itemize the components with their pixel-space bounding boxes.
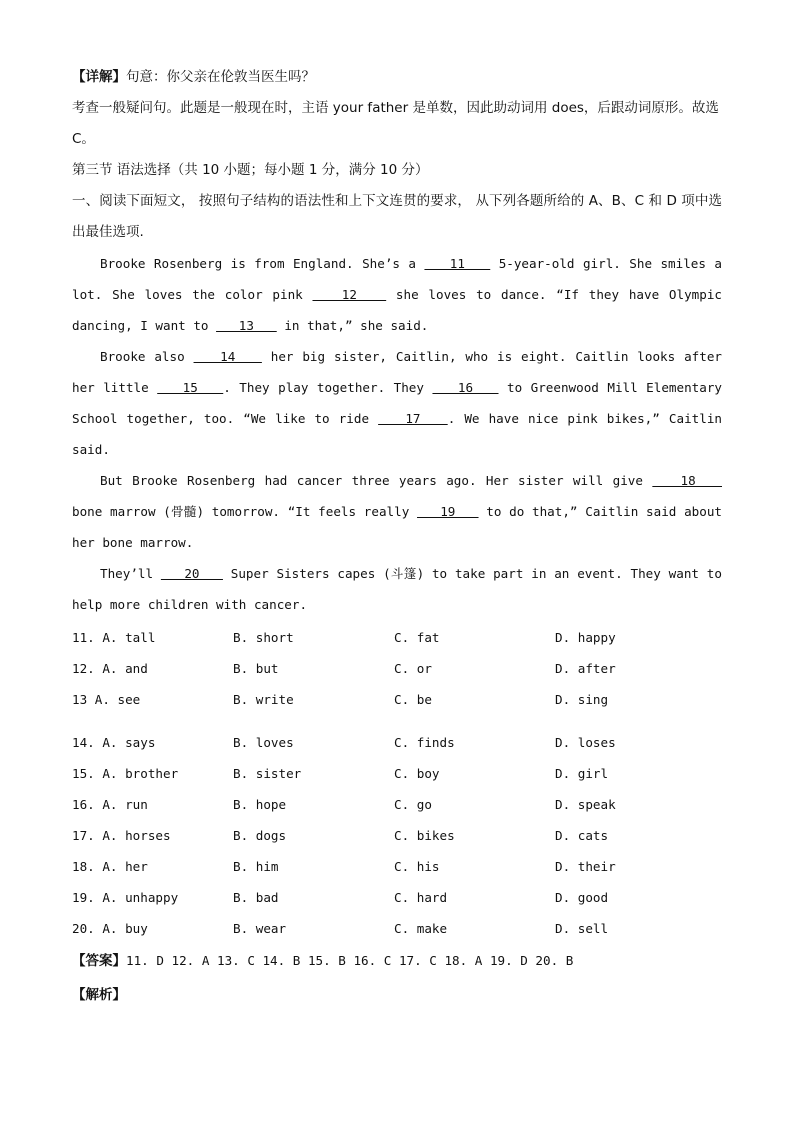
question-row: 18. A. her B. him C. his D. their [72,859,616,874]
passage-paragraph: But Brooke Rosenberg had cancer three years ago. Her sister will give 18 bone marrow (骨髓) tomorrow. “It feels really 19 to do that,” Caitlin said about her bone marrow. [72,473,722,550]
detail-text: 句意：你父亲在伦敦当医生吗？ [126,69,315,85]
analysis-label: 【解析】 [72,987,126,1003]
passage-paragraph: They’ll 20 Super Sisters capes (斗篷) to take part in an event. They want to help more children with cancer. [72,566,722,612]
blank-16: 16 [432,380,499,395]
question-row: 19. A. unhappy B. bad C. hard D. good [72,890,609,905]
blank-20: 20 [160,566,223,581]
question-row: 12. A. and B. but C. or D. after [72,661,616,676]
question-row: 17. A. horses B. dogs C. bikes D. cats [72,828,609,843]
question-row: 13 A. see B. write C. be D. sing [72,692,609,707]
passage-paragraph: Brooke also 14 her big sister, Caitlin, who is eight. Caitlin looks after her little 15 . They play together. They 16 to Greenwood Mill Elementary School together, too. “We like to ride 17 . We have nice pink bikes,” Caitlin said. [72,349,722,457]
question-row: 14. A. says B. loves C. finds D. loses [72,735,616,750]
question-row: 15. A. brother B. sister C. boy D. girl [72,766,609,781]
passage-paragraph: Brooke Rosenberg is from England. She’s a 11 5-year-old girl. She smiles a lot. She loves the color pink 12 she loves to dance. “If they have Olympic dancing, I want to 13 in that,” she said. [72,256,722,333]
blank-19: 19 [417,504,479,519]
detail-line [72,62,722,93]
question-row: 20. A. buy B. wear C. make D. sell [72,921,609,936]
document-page [72,62,722,1011]
blank-11: 11 [424,256,491,271]
answer-text: 11. D 12. A 13. C 14. B 15. B 16. C 17. C 18. A 19. D 20. B [126,953,574,968]
detail-label: 【详解】 [72,69,126,85]
answer-label: 【答案】 [72,953,126,969]
blank-12: 12 [312,287,387,302]
explain-line: 考查一般疑问句。此题是一般现在时，主语 your father 是单数，因此助动词用 does，后跟动词原形。故选 C。 [72,100,719,147]
question-row: 11. A. tall B. short C. fat D. happy [72,630,616,645]
question-row: 16. A. run B. hope C. go D. speak [72,797,616,812]
options-list [72,622,722,944]
passage [72,248,722,620]
instruction: 一、阅读下面短文， 按照句子结构的语法性和上下文连贯的要求， 从下列各题所给的 A、B、C 和 D 项中选出最佳选项. [72,193,722,240]
answer-line [72,944,722,978]
blank-14: 14 [193,349,262,364]
blank-15: 15 [157,380,224,395]
blank-17: 17 [378,411,448,426]
section-title: 第三节 语法选择（共 10 小题；每小题 1 分，满分 10 分） [72,162,429,178]
blank-18: 18 [652,473,722,488]
blank-13: 13 [216,318,277,333]
